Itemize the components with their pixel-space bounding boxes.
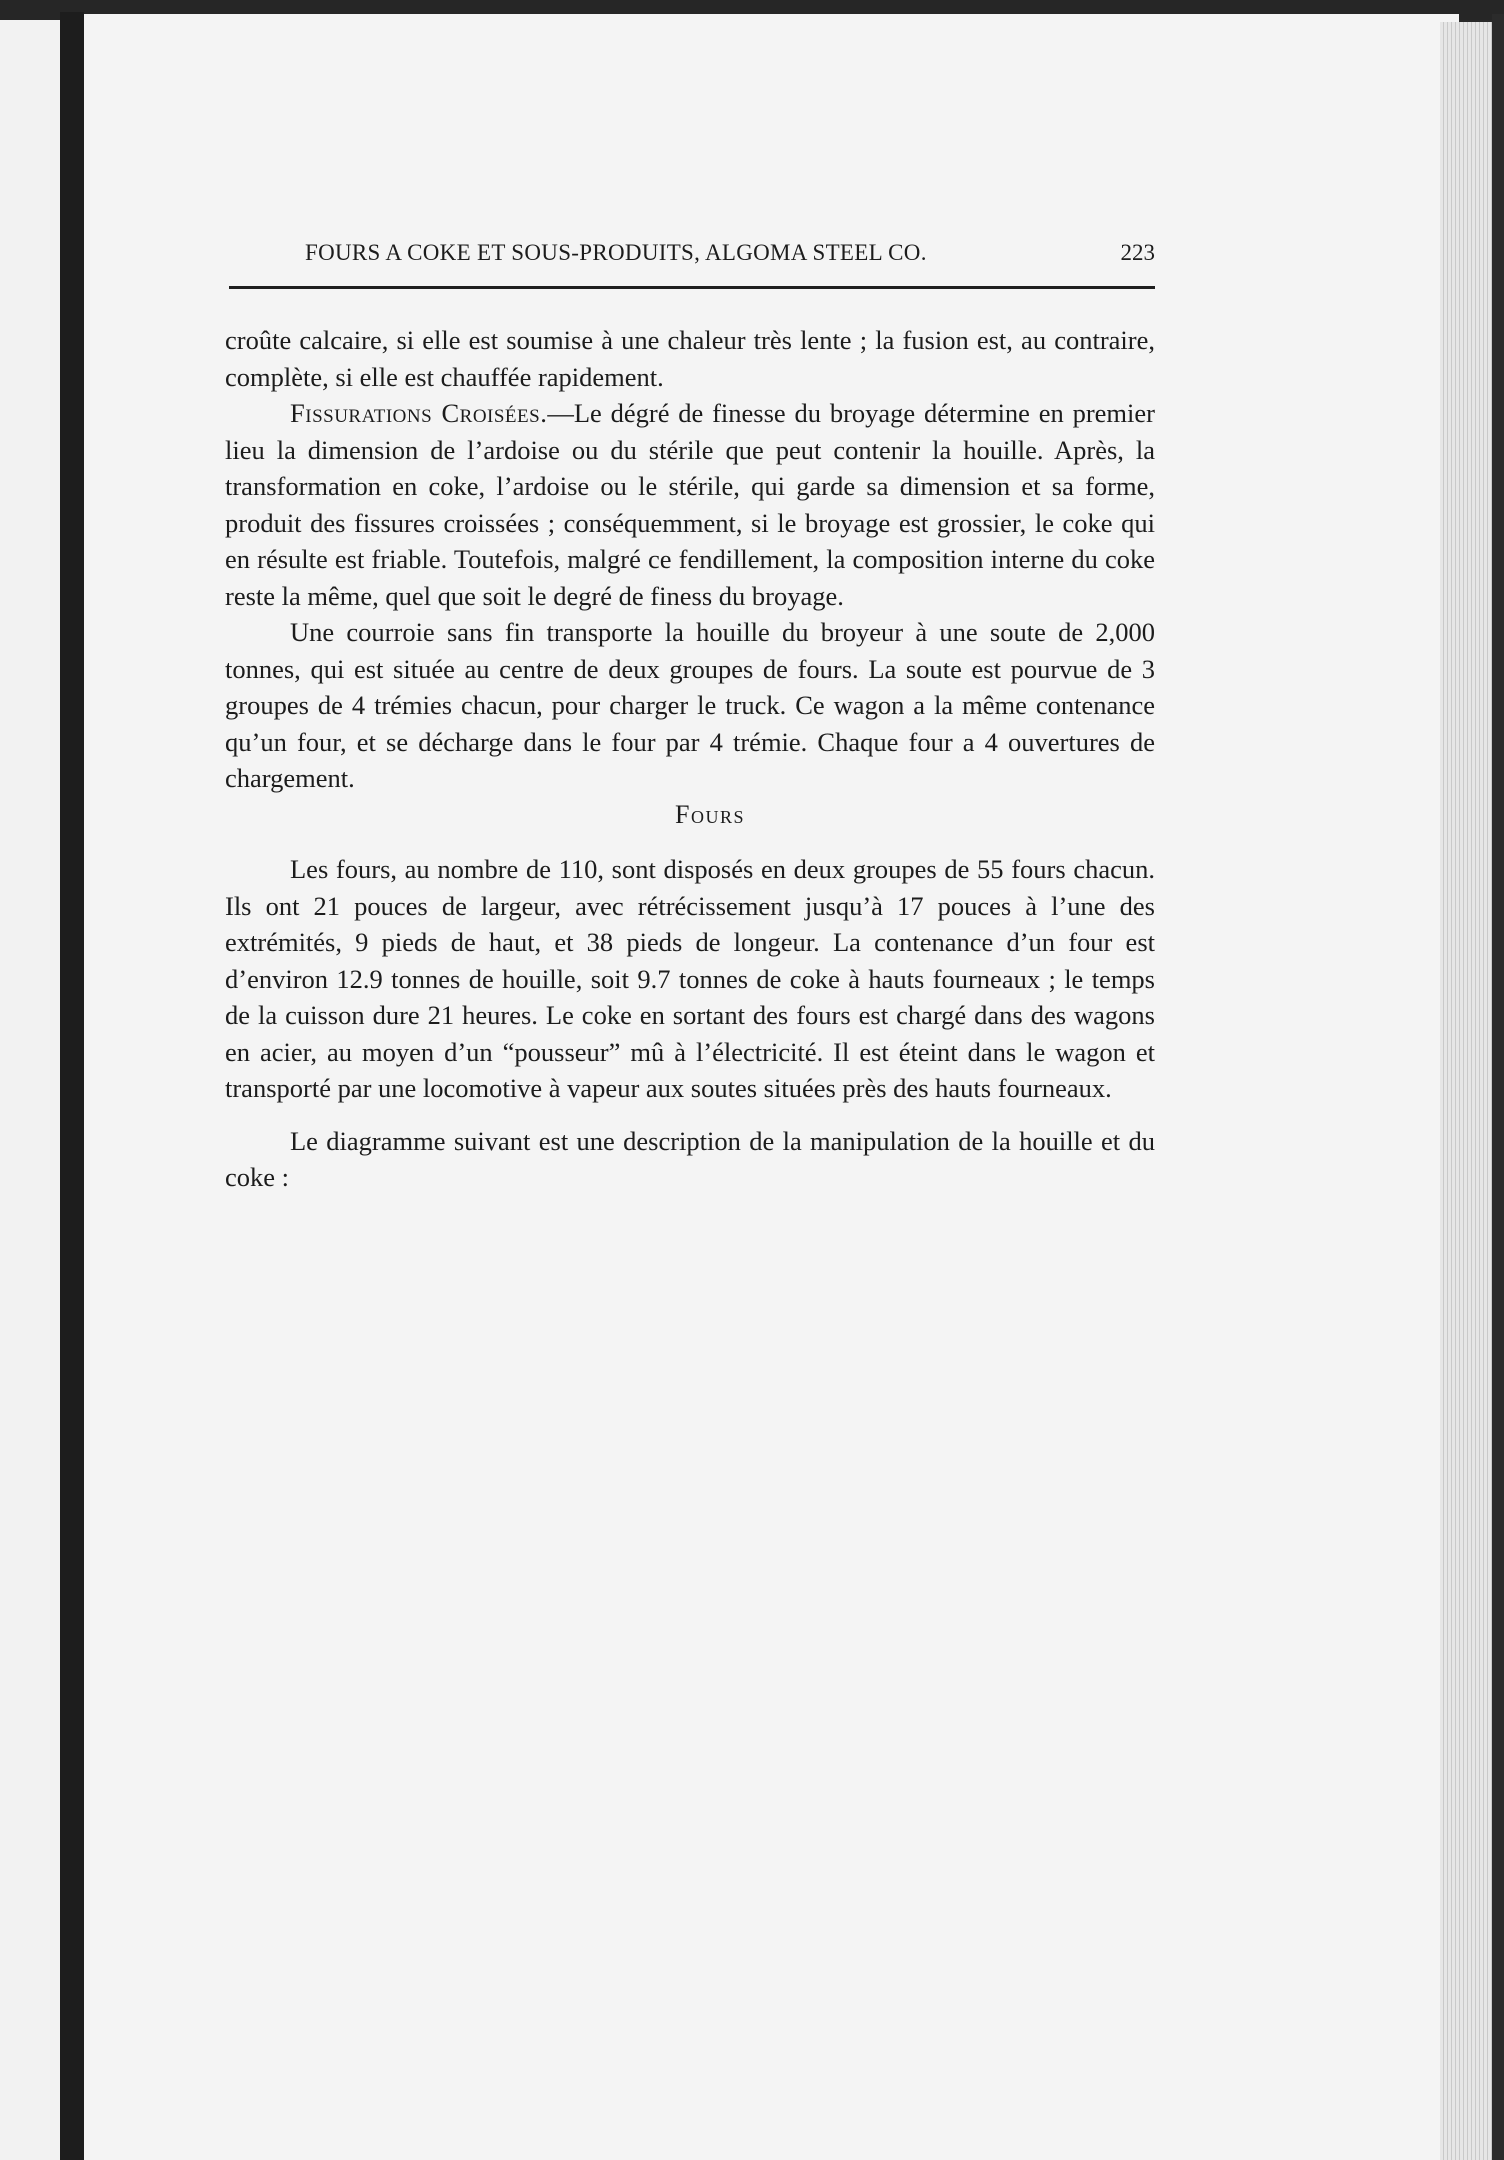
facing-page-edge bbox=[0, 20, 60, 2160]
paragraph-fissurations bbox=[225, 395, 1155, 614]
paragraph-courroie: Une courroie sans fin transporte la houille du broyeur à une soute de 2,000 tonnes, qui est située au centre de deux groupes de fours. La soute est pourvue de 3 groupes de 4 trémies chacun, pour charger le truck. Ce wagon a la même contenance qu’un four, et se décharge dans le four par 4 trémie. Chaque four a 4 ouvertures de chargement. bbox=[225, 617, 1155, 793]
scan-right-border bbox=[1492, 14, 1504, 2160]
page-stack-edges bbox=[1440, 22, 1492, 2160]
page-number: 223 bbox=[1120, 240, 1155, 265]
paragraph-run-in-heading: Fissurations Croisées. bbox=[290, 398, 548, 428]
paragraph-fissurations-body: —Le dégré de finesse du broyage détermine en premier lieu la dimension de l’ardoise ou du stérile que peut contenir la houille. Après, la transformation en coke, l’ardoise ou le stérile, qui garde sa dimension et sa forme, produit des fissures croissées ; conséquemment, si le broyage est grossier, le coke qui en résulte est friable. Toutefois, malgré ce fendillement, la composition interne du coke reste la même, quel que soit le degré de finess du broyage. bbox=[225, 398, 1155, 611]
running-head-title: FOURS A COKE ET SOUS-PRODUITS, ALGOMA STEEL CO. bbox=[305, 240, 927, 265]
body-text bbox=[225, 322, 1155, 1196]
paragraph-diagramme: Le diagramme suivant est une description de la manipulation de la houille et du coke : bbox=[225, 1125, 1155, 1192]
running-head bbox=[229, 240, 1155, 280]
paragraph-continuation: croûte calcaire, si elle est soumise à une chaleur très lente ; la fusion est, au contraire, complète, si elle est chauffée rapidement. bbox=[225, 325, 1155, 392]
header-rule bbox=[229, 286, 1155, 289]
book-spine bbox=[60, 12, 84, 2160]
section-title-fours: Fours bbox=[675, 799, 745, 829]
paragraph-fours: Les fours, au nombre de 110, sont disposés en deux groupes de 55 fours chacun. Ils ont 21 pouces de largeur, avec rétrécissement jusqu’à 17 pouces à l’une des extrémités, 9 pieds de haut, et 38 pieds de longeur. La contenance d’un four est d’environ 12.9 tonnes de houille, soit 9.7 tonnes de coke à hauts fourneaux ; le temps de la cuisson dure 21 heures. Le coke en sortant des fours est chargé dans des wagons en acier, au moyen d’un “pousseur” mû à l’électricité. Il est éteint dans le wagon et transporté par une locomotive à vapeur aux soutes situées près des hauts fourneaux. bbox=[225, 854, 1155, 1103]
